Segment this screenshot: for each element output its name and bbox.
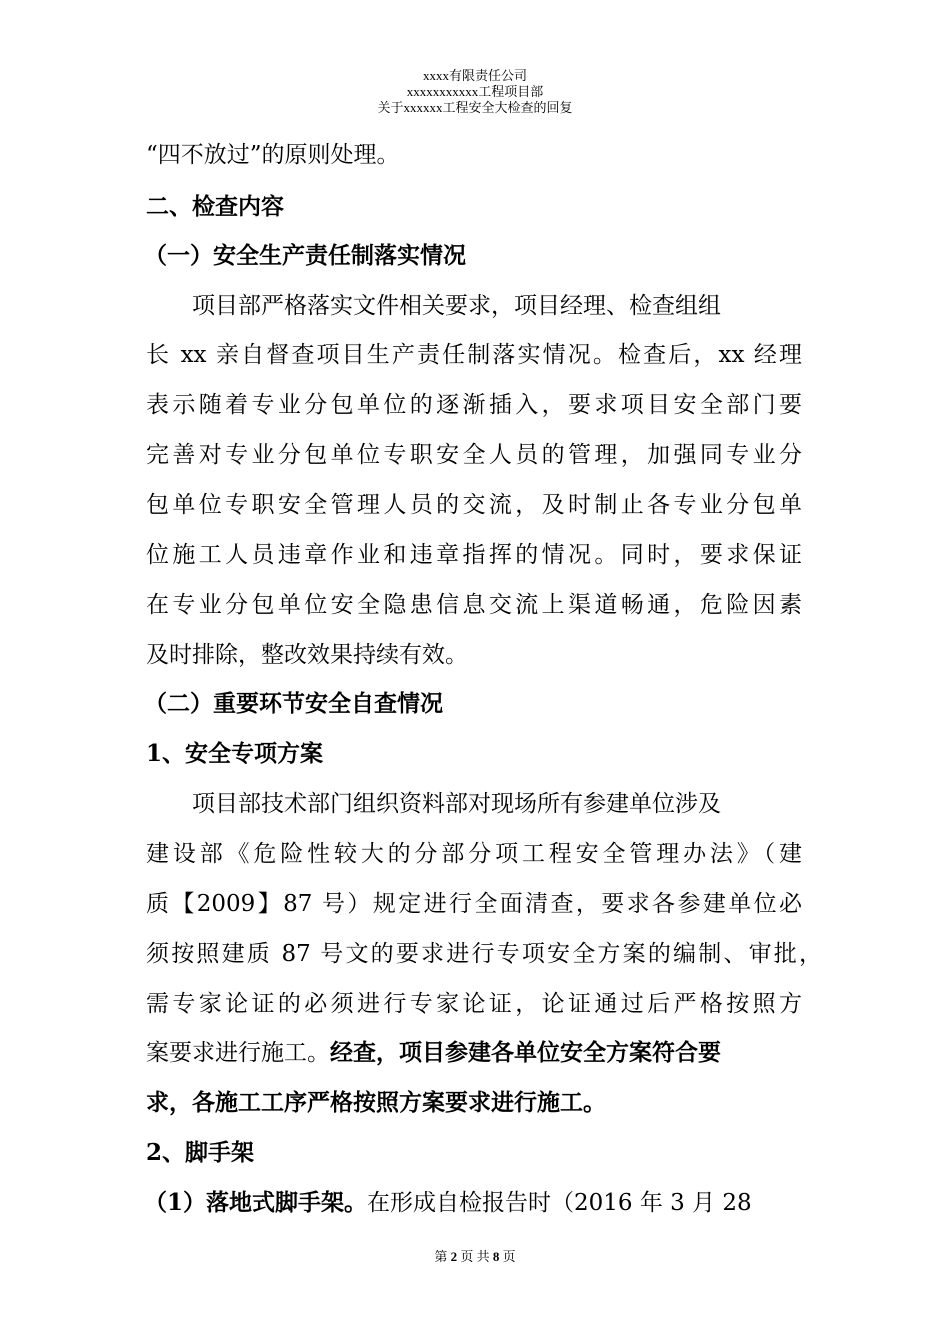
footer-suffix: 页 xyxy=(502,1249,516,1264)
paragraph-line: 包单位专职安全管理人员的交流，及时制止各专业分包单 xyxy=(146,492,802,518)
paragraph-line: 完善对专业分包单位专职安全人员的管理，加强同专业分 xyxy=(146,442,802,468)
header-department: xxxxxxxxxxx工程项目部 xyxy=(406,84,544,99)
total-pages: 8 xyxy=(492,1249,500,1264)
paragraph-line: 项目部严格落实文件相关要求，项目经理、检查组组 xyxy=(192,293,721,319)
paragraph-line: 须按照建质 87 号文的要求进行专项安全方案的编制、审批， xyxy=(146,941,822,967)
paragraph-text: 在形成自检报告时（2016 年 3 月 28 xyxy=(367,1190,752,1216)
paragraph-line: 及时排除，整改效果持续有效。 xyxy=(146,642,468,668)
section-heading: 二、检查内容 xyxy=(146,193,284,220)
paragraph-line: “四不放过”的原则处理。 xyxy=(146,142,400,168)
subsection-heading: （一）安全生产责任制落实情况 xyxy=(144,242,466,269)
page-header xyxy=(0,68,950,116)
paragraph-text: 案要求进行施工。 xyxy=(146,1040,330,1066)
paragraph-line xyxy=(144,1188,752,1218)
subitem-heading: （1）落地式脚手架。 xyxy=(144,1189,368,1216)
footer-middle: 页 共 xyxy=(460,1249,490,1264)
paragraph-line: 表示随着专业分包单位的逐渐插入，要求项目安全部门要 xyxy=(146,392,802,418)
header-company: xxxx有限责任公司 xyxy=(422,68,527,83)
paragraph-line xyxy=(146,1038,721,1068)
paragraph-line: 建设部《危险性较大的分部分项工程安全管理办法》（建 xyxy=(146,841,802,867)
subsection-heading: （二）重要环节安全自查情况 xyxy=(144,690,443,717)
emphasis-line: 求，各施工工序严格按照方案要求进行施工。 xyxy=(146,1089,606,1116)
paragraph-line: 质【2009】87 号）规定进行全面清查，要求各参建单位必 xyxy=(146,891,802,917)
paragraph-line: 位施工人员违章作业和违章指挥的情况。同时，要求保证 xyxy=(146,542,802,568)
page-number: 2 xyxy=(450,1249,458,1264)
paragraph-line: 长 xx 亲自督查项目生产责任制落实情况。检查后，xx 经理 xyxy=(146,342,802,368)
paragraph-line: 在专业分包单位安全隐患信息交流上渠道畅通，危险因素 xyxy=(146,592,802,618)
header-subject: 关于xxxxxx工程安全大检查的回复 xyxy=(377,100,573,115)
footer-prefix: 第 xyxy=(434,1249,448,1264)
paragraph-line: 项目部技术部门组织资料部对现场所有参建单位涉及 xyxy=(192,791,721,817)
item-heading: 2、脚手架 xyxy=(146,1139,255,1166)
paragraph-line: 需专家论证的必须进行专家论证，论证通过后严格按照方 xyxy=(146,991,802,1017)
page-footer xyxy=(0,1249,950,1265)
item-heading: 1、安全专项方案 xyxy=(146,740,324,767)
emphasis-text: 经查，项目参建各单位安全方案符合要 xyxy=(330,1039,721,1066)
